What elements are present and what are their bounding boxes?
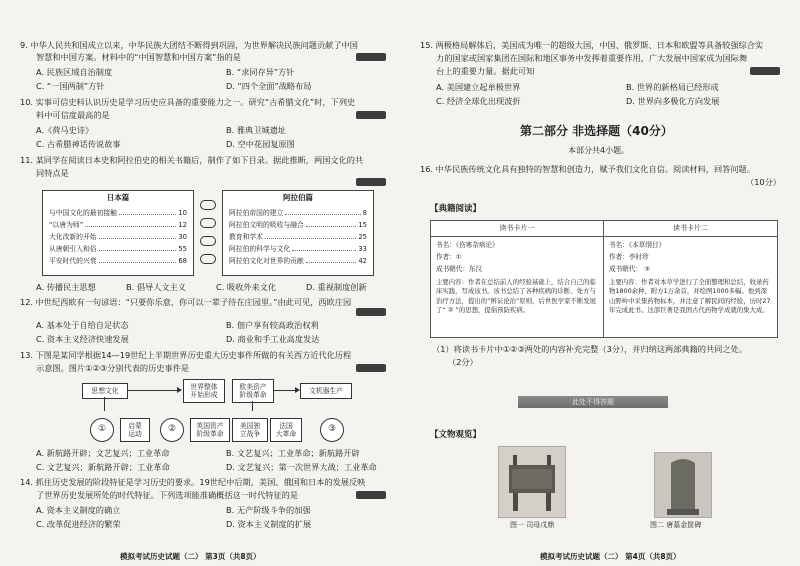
- part2-title: 第二部分 非选择题（40分）: [520, 124, 673, 138]
- reading-card-2: [604, 221, 777, 337]
- card-title: 读书卡片一: [431, 221, 603, 237]
- list-item: 阿拉伯文明的吸收与融合 15: [229, 221, 367, 229]
- flow-circle-2: ②: [160, 418, 184, 442]
- binder-ring-icon: [200, 254, 216, 264]
- card-author: 作者：李时珍: [609, 253, 649, 261]
- q10-option-c: C. 古希腊神话传说故事: [36, 139, 121, 149]
- q16-score: （10分）: [746, 177, 781, 187]
- q14-line2: 了世界历史发展所处的时代特征。下列选项能准确概括这一时代特征的是: [36, 490, 299, 500]
- q9-line1: 9. 中华人民共和国成立以来，中华民族大团结不断得到巩固，为世界解决民族问题贡献了中国: [20, 40, 358, 50]
- list-item: 平安时代的兴衰 68: [49, 257, 187, 265]
- q13-line1: 13. 下图是某同学根据14—19世纪上半期世界历史重大历史事件所做的有关西方近代化历程: [20, 350, 352, 360]
- no-answer-stamp: 此处不得答题: [518, 396, 668, 408]
- flow-connector: [104, 397, 105, 411]
- q12-option-c: C. 资本主义经济快速发展: [36, 334, 129, 344]
- q12-option-a: A. 基本处于自给自足状态: [36, 320, 129, 330]
- flow-box-world: 世界整体 开始形成: [183, 379, 225, 403]
- card-book: 书名：《本草纲目》: [609, 241, 666, 249]
- q15-line1: 15. 两极格局解体后，美国成为唯一的超级大国，中国、俄罗斯、日本和欧盟等具备较强综合实: [420, 40, 764, 50]
- binder-ring-icon: [200, 236, 216, 246]
- card-content: 主要内容：作者对本草学进行了全面整理和总结，收录药物1800余种，附方1万余首，并绘图1000多幅。他到深山野岭中采集药物标本，并注意了解民间的经验，历时27年完成此书。这部巨著是我国古代药物学成就的集大成。: [609, 278, 771, 314]
- q9-option-d: D. “四个全面”战略布局: [226, 81, 312, 91]
- stele-image: [654, 452, 712, 518]
- flow-circle-3: ③: [320, 418, 344, 442]
- q9-option-a: A. 民族区域自治制度: [36, 67, 113, 77]
- q12-line1: 12. 中世纪西欧有一句谚语：“只要你乐意，你可以一辈子待在庄园里。”由此可见，西欧庄园: [20, 297, 352, 307]
- answer-bracket: [356, 53, 386, 61]
- card-author: 作者：①: [436, 253, 462, 261]
- q15-option-d: D. 世界向多极化方向发展: [626, 96, 720, 106]
- stele-icon: [655, 453, 711, 517]
- card-title: 读书卡片二: [604, 221, 777, 237]
- q13-option-d: D. 文艺复兴；第一次世界大战；工业革命: [226, 462, 377, 472]
- flow-box-enlightenment: 启蒙 运动: [120, 418, 150, 442]
- japan-title: 日本篇: [106, 193, 130, 202]
- q15-line2: 力的国家或国家集团在国际和地区事务中发挥着重要作用，广大发展中国家成为国际舞: [436, 53, 748, 63]
- q15-line3: 台上的重要力量。据此可知: [436, 66, 535, 76]
- part2-subtitle: 本部分共4小题。: [568, 146, 630, 155]
- figure1-caption: 图一 司母戊鼎: [510, 521, 555, 529]
- q13-option-b: B. 文艺复兴；工业革命；新航路开辟: [226, 448, 360, 458]
- classic-reading-label: 【典籍阅读】: [430, 204, 482, 214]
- card-era: 成书朝代：东汉: [436, 265, 483, 273]
- q10-option-b: B. 雅典卫城遗址: [226, 125, 286, 135]
- answer-bracket: [356, 111, 386, 119]
- q11-option-c: C. 吸收外来文化: [216, 282, 277, 292]
- flow-connector: [252, 401, 253, 411]
- q13-option-a: A. 新航路开辟；文艺复兴；工业革命: [36, 448, 170, 458]
- japan-panel: [42, 190, 194, 276]
- bronze-ding-image: [498, 446, 566, 518]
- flow-arrow: [128, 390, 180, 391]
- card-book: 书名：《伤寒杂病论》: [436, 241, 499, 249]
- q15-option-b: B. 世界的新格局已经形成: [626, 82, 719, 92]
- list-item: 阿拉伯文化对世界的贡献 42: [229, 257, 367, 265]
- q9-line2: 智慧和中国方案。材料中的“中国智慧和中国方案”指的是: [36, 52, 241, 62]
- q16-line1: 16. 中华民族传统文化具有独特的智慧和创造力，赋予我们文化自信。阅读材料，回答问题。: [420, 164, 755, 174]
- q14-option-d: D. 资本主义制度的扩展: [226, 519, 312, 529]
- answer-bracket: [356, 491, 386, 499]
- answer-bracket: [356, 178, 386, 186]
- q11-line2: 同特点是: [36, 168, 69, 178]
- q15-option-a: A. 美国建立起单极世界: [436, 82, 521, 92]
- answer-bracket: [356, 364, 386, 372]
- q11-option-b: B. 倡导人文主义: [126, 282, 186, 292]
- binder-ring-icon: [200, 218, 216, 228]
- relic-viewing-label: 【文物观览】: [430, 430, 482, 440]
- q10-line1: 10. 实事可信史料认识历史是学习历史应具备的重要能力之一。研究“古希腊文化”时，下列史: [20, 97, 356, 107]
- figure2-caption: 图二 唐墓金筐碑: [650, 521, 702, 529]
- list-item: 阿拉伯帝国的建立 8: [229, 209, 367, 217]
- page-footer: 模拟考试历史试题（二） 第4页（共8页）: [540, 552, 681, 562]
- q15-option-c: C. 经济全球化出现波折: [436, 96, 521, 106]
- list-item: 阿拉伯的科学与文化 33: [229, 245, 367, 253]
- q11-line1: 11. 某同学在阅读日本史和阿拉伯史的相关书籍后，制作了如下目录。据此推断，两国文化的共: [20, 155, 364, 165]
- list-item: 教育和学术 25: [229, 233, 367, 241]
- flow-circle-1: ①: [90, 418, 114, 442]
- reading-card-1: [431, 221, 604, 337]
- flow-box-american-war: 美国独 立战争: [232, 418, 268, 442]
- q14-option-c: C. 改革促进经济的繁荣: [36, 519, 121, 529]
- q10-option-a: A.《荷马史诗》: [36, 125, 94, 135]
- q13-option-c: C. 文艺复兴；新航路开辟；工业革命: [36, 462, 170, 472]
- card-content: 主要内容：作者在总结前人的经验基础上，结合自己的临床实践，写成该书。该书总结了各种疾病的诊断、处方与治疗方法，提出的“辨证论治”原则，后世医学家不断发展了“ ② ”的思想，提倡预防疾病。: [436, 278, 596, 314]
- q9-option-b: B. “求同存异”方针: [226, 67, 295, 77]
- arab-panel: [222, 190, 374, 276]
- flow-arrow: [274, 390, 298, 391]
- q12-option-b: B. 佃户享有较高政治权利: [226, 320, 319, 330]
- q16-sub1: （1）将读书卡片中①②③两处的内容补充完整（3分），并归纳这两部典籍的共同之处。: [432, 344, 747, 354]
- flow-box-french-revolution: 法国 大革命: [270, 418, 302, 442]
- table-of-contents-figure: [42, 190, 372, 276]
- q10-line2: 料中可信度最高的是: [36, 110, 110, 120]
- card-era: 成书朝代： ③: [609, 265, 650, 273]
- q11-option-a: A. 传播民主思想: [36, 282, 96, 292]
- q9-option-c: C. “一国两制”方针: [36, 81, 105, 91]
- q11-option-d: D. 重视制度创新: [306, 282, 367, 292]
- q14-option-b: B. 无产阶级斗争的加强: [226, 505, 311, 515]
- flow-box-english-revolution: 英国资产 阶级革命: [190, 418, 230, 442]
- list-item: 从唐朝引入和俗 55: [49, 245, 187, 253]
- page-footer: 模拟考试历史试题（二） 第3页（共8页）: [120, 552, 261, 562]
- flow-box-thought: 思想文化: [82, 383, 128, 399]
- arab-title: 阿拉伯篇: [283, 193, 313, 202]
- q14-line1: 14. 抓住历史发展的阶段特征是学习历史的要求。19世纪中后期，美国、俄国和日本的发展反映: [20, 477, 366, 487]
- list-item: 大化改新的开始 30: [49, 233, 187, 241]
- q10-option-d: D. 空中花园复原图: [226, 139, 295, 149]
- bronze-ding-icon: [499, 447, 565, 517]
- list-item: 与中国文化的最初接触 10: [49, 209, 187, 217]
- list-item: “以唐为师” 12: [49, 221, 187, 229]
- answer-bracket: [356, 308, 386, 316]
- binder-ring-icon: [200, 200, 216, 210]
- flow-box-machine: 文机器生产: [300, 383, 352, 399]
- reading-cards: [430, 220, 778, 338]
- q12-option-d: D. 商业和手工业高度发达: [226, 334, 320, 344]
- q14-option-a: A. 资本主义制度的确立: [36, 505, 121, 515]
- q16-sub1-score: （2分）: [448, 357, 478, 367]
- answer-bracket: [750, 67, 780, 75]
- flow-box-revolution: 欧美资产 阶级革命: [232, 379, 274, 403]
- q13-line2: 示意图。图片①②③分别代表的历史事件是: [36, 363, 190, 373]
